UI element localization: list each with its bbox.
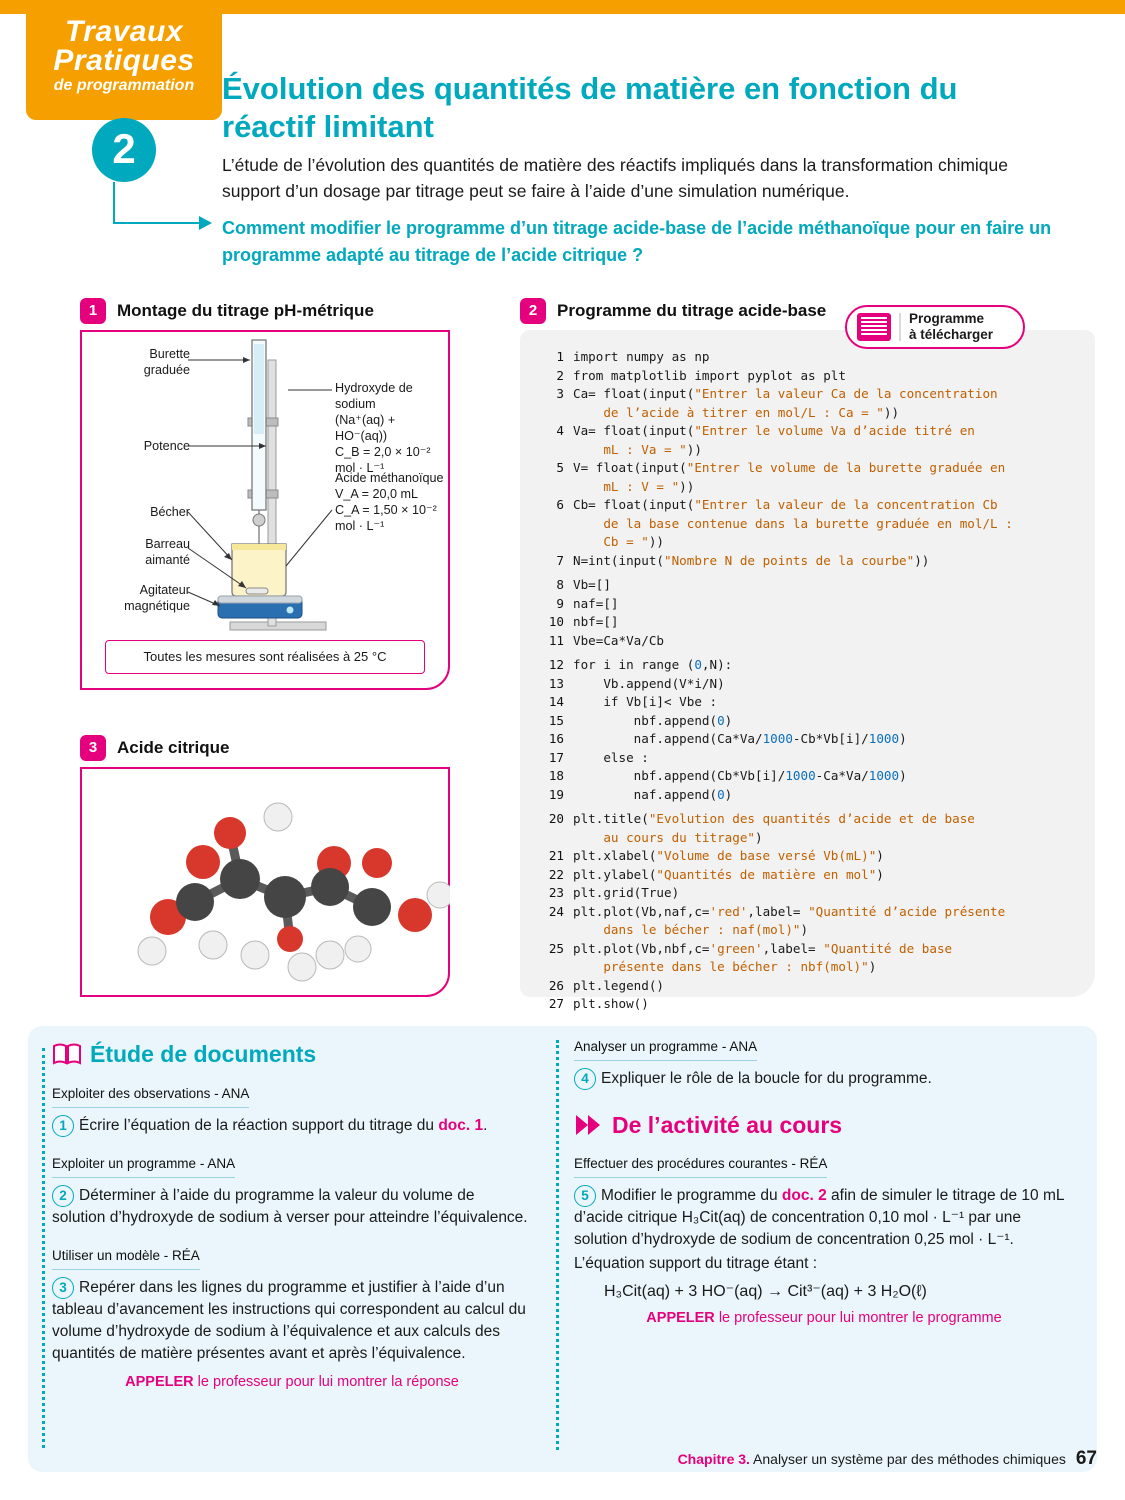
code-line-number: 18	[548, 768, 564, 783]
page-title: Évolution des quantités de matière en fonction du réactif limitant	[222, 71, 958, 144]
code-line	[538, 459, 1083, 478]
code-line-number: 9	[556, 595, 564, 611]
code-line-number: 1	[556, 349, 564, 364]
tp-badge	[26, 0, 222, 120]
code-line-source: naf.append(Ca*Va/1000-Cb*Vb[i]/1000)	[573, 731, 907, 746]
code-line	[538, 675, 1083, 694]
code-line	[538, 730, 1083, 749]
q4-tag: Analyser un programme - ANA	[574, 1036, 757, 1061]
code-line	[538, 847, 1083, 866]
label-sodium-hydroxide: Hydroxyde de sodium (Na⁺(aq) + HO⁻(aq)) C_B = 2,0 × 10⁻² mol · L⁻¹	[335, 381, 431, 475]
measurement-note: Toutes les mesures sont réalisées à 25 °C	[105, 640, 425, 674]
code-line-source: plt.plot(Vb,nbf,c='green',label= "Quantité de base	[573, 940, 953, 956]
q5-equation-intro: L’équation support du titrage étant :	[574, 1255, 818, 1273]
divider	[899, 313, 901, 341]
citric-acid-molecule-figure	[80, 767, 450, 997]
code-line-source: Vbe=Ca*Va/Cb	[573, 632, 664, 648]
code-line-number: 27	[548, 996, 564, 1011]
code-line-number: 23	[548, 885, 564, 900]
activity-panel	[28, 1026, 1097, 1472]
code-line-source: mL : V = "))	[573, 478, 695, 494]
code-line	[538, 533, 1083, 552]
etude-de-documents-section	[52, 1042, 532, 1393]
code-line-number: 8	[556, 577, 564, 592]
code-line	[538, 786, 1083, 805]
code-line-source: nbf.append(0)	[573, 712, 733, 728]
q1-tag: Exploiter des observations - ANA	[52, 1083, 249, 1108]
doc1-title: Montage du titrage pH-métrique	[117, 301, 374, 320]
code-line-number	[538, 441, 564, 460]
doc2-header	[520, 298, 826, 324]
code-line-number: 19	[548, 786, 564, 802]
code-line-source: mL : Va = "))	[573, 441, 702, 457]
code-line-number: 13	[548, 675, 564, 691]
code-line-number	[538, 533, 564, 552]
code-line	[538, 977, 1083, 996]
code-line-number: 2	[556, 367, 564, 383]
code-line-number: 20	[548, 811, 564, 826]
q2-number: 2	[52, 1185, 74, 1207]
question-5: 5 Modifier le programme du doc. 2 afin de simuler le titrage de 10 mL d’acide citrique H₃Cit(aq) de concentration 0,10 mol · L⁻¹ par une solution d’hydroxyde de sodium de concentration 0,25 mol · L⁻¹. L’équation support du titrage étant : H₃Cit(aq) + 3 HO⁻(aq) → Cit³⁻(aq) + 3 H₂O(ℓ)	[574, 1185, 1074, 1303]
code-line	[538, 693, 1083, 712]
download-program-icon	[857, 313, 891, 341]
q3-number: 3	[52, 1277, 74, 1299]
question-3: 3 Repérer dans les lignes du programme et justifier à l’aide d’un tableau d’avancement les instructions qui correspondent au calcul du volume d’hydroxyde de sodium à l’équivalence et aux calculs des quantités de matière présentes avant et après l’équivalence.	[52, 1277, 532, 1365]
code-line	[538, 385, 1083, 404]
code-line	[538, 441, 1083, 460]
code-line-source: naf=[]	[573, 595, 619, 611]
tp-badge-line3: de programmation	[53, 77, 195, 94]
code-line-number	[538, 515, 564, 534]
code-line	[538, 810, 1083, 829]
code-line	[538, 921, 1083, 940]
code-line-source: naf.append(0)	[573, 786, 733, 802]
code-line-number: 14	[548, 694, 564, 709]
page-footer	[0, 1448, 1097, 1470]
code-line-number	[538, 404, 564, 423]
code-line-source: plt.title("Evolution des quantités d’acide et de base	[573, 811, 975, 826]
code-line	[538, 940, 1083, 959]
code-line	[538, 367, 1083, 386]
code-line-source: import numpy as np	[573, 349, 710, 364]
code-line-number	[538, 921, 564, 940]
code-line	[538, 866, 1083, 885]
doc2-title: Programme du titrage acide-base	[557, 301, 827, 320]
code-line-source: de l’acide à titrer en mol/L : Ca = "))	[573, 404, 900, 420]
etude-de-documents-title: Étude de documents	[52, 1042, 532, 1069]
label-becher: Bécher	[150, 505, 190, 519]
doc3-header	[80, 735, 229, 761]
right-column	[574, 1036, 1074, 1329]
code-line-source: Ca= float(input("Entrer la valeur Ca de la concentration	[573, 386, 998, 401]
code-line-source: nbf=[]	[573, 614, 619, 629]
code-line-source: de la base contenue dans la burette graduée en mol/L :	[573, 515, 1013, 531]
q5-number: 5	[574, 1185, 596, 1207]
label-methanoic-acid: Acide méthanoïque V_A = 20,0 mL C_A = 1,50 × 10⁻² mol · L⁻¹	[335, 471, 444, 533]
code-line-number	[538, 958, 564, 977]
code-line-source: dans le bécher : naf(mol)")	[573, 922, 809, 937]
question-2: 2 Déterminer à l’aide du programme la valeur du volume de solution d’hydroxyde de sodium à verser pour atteindre l’équivalence.	[52, 1185, 532, 1229]
code-line-source: Cb= float(input("Entrer la valeur de la concentration Cb	[573, 497, 998, 512]
download-program-label: Programme à télécharger	[909, 311, 994, 342]
doc2-number: 2	[520, 298, 546, 324]
code-line	[538, 552, 1083, 571]
code-line	[538, 767, 1083, 786]
code-line-number: 12	[548, 657, 564, 672]
tp-badge-line1: Travaux	[64, 15, 184, 48]
code-line-source: else :	[573, 749, 649, 765]
code-line-number: 11	[548, 632, 564, 648]
code-line	[538, 656, 1083, 675]
driving-question: Comment modifier le programme d’un titrage acide-base de l’acide méthanoïque pour en faire un programme adapté au titrage de l’acide citrique ?	[222, 218, 1052, 265]
code-line	[538, 958, 1083, 977]
code-line-source: nbf.append(Cb*Vb[i]/1000-Ca*Va/1000)	[573, 768, 907, 783]
code-line-source: plt.xlabel("Volume de base versé Vb(mL)")	[573, 848, 884, 863]
q5-tag: Effectuer des procédures courantes - RÉA	[574, 1153, 827, 1178]
code-line	[538, 595, 1083, 614]
q1-number: 1	[52, 1115, 74, 1137]
label-barreau: Barreau aimanté	[145, 537, 190, 567]
code-line	[538, 348, 1083, 367]
code-line-source: if Vb[i]< Vbe :	[573, 694, 718, 709]
code-line	[538, 632, 1083, 651]
code-line-source: Va= float(input("Entrer le volume Va d’acide titré en	[573, 423, 975, 438]
code-line	[538, 496, 1083, 515]
code-line-source: V= float(input("Entrer le volume de la burette graduée en	[573, 460, 1006, 475]
tp-arrow-head-icon	[199, 216, 212, 230]
q5-equation: H₃Cit(aq) + 3 HO⁻(aq) → Cit³⁻(aq) + 3 H₂O(ℓ)	[604, 1283, 927, 1301]
code-line-number	[538, 478, 564, 497]
code-line-source: N=int(input("Nombre N de points de la courbe"))	[573, 552, 930, 568]
code-line-source: au cours du titrage")	[573, 829, 763, 845]
code-line-number: 17	[548, 749, 564, 765]
doc3-title: Acide citrique	[117, 738, 230, 757]
label-potence: Potence	[143, 439, 190, 453]
q2-tag: Exploiter un programme - ANA	[52, 1153, 235, 1178]
code-line-number: 24	[548, 903, 564, 919]
code-line-source: for i in range (0,N):	[573, 657, 733, 672]
download-program-button[interactable]	[845, 305, 1025, 349]
code-line-number: 16	[548, 731, 564, 746]
q3-appeler: APPELER le professeur pour lui montrer la réponse	[125, 1374, 459, 1391]
code-line-source: plt.plot(Vb,naf,c='red',label= "Quantité d’acide présente	[573, 903, 1006, 919]
code-line	[538, 829, 1083, 848]
doc3-number: 3	[80, 735, 106, 761]
code-line-number: 25	[548, 940, 564, 956]
program-code-block	[538, 348, 1083, 1014]
left-dotted-rule	[42, 1048, 45, 1448]
code-line-source: Cb = "))	[573, 534, 665, 549]
question-4: 4 Expliquer le rôle de la boucle for du programme.	[574, 1068, 1074, 1090]
code-line-number: 7	[556, 552, 564, 568]
code-line	[538, 478, 1083, 497]
code-line-number: 5	[556, 460, 564, 475]
doc1-number: 1	[80, 298, 106, 324]
code-line	[538, 749, 1083, 768]
code-line	[538, 576, 1083, 595]
code-line-source: plt.ylabel("Quantités de matière en mol")	[573, 866, 884, 882]
tp-arrow-bar	[113, 222, 201, 224]
middle-dotted-rule	[556, 1040, 559, 1450]
label-agitateur: Agitateur magnétique	[124, 583, 190, 613]
titration-setup-figure	[80, 330, 450, 690]
tp-arrow-stem	[113, 182, 115, 224]
code-line-source: Vb=[]	[573, 577, 611, 592]
q4-number: 4	[574, 1068, 596, 1090]
code-line-number: 22	[548, 866, 564, 882]
doc1-header	[80, 298, 374, 324]
code-line-number: 4	[556, 423, 564, 438]
code-line-number: 3	[556, 386, 564, 401]
footer-text: Analyser un système par des méthodes chimiques	[749, 1451, 1066, 1467]
footer-chapter: Chapitre 3.	[677, 1451, 750, 1467]
code-line-number: 6	[556, 497, 564, 512]
q5-appeler: APPELER le professeur pour lui montrer le programme	[646, 1310, 1002, 1327]
code-line-source: plt.grid(True)	[573, 885, 680, 900]
label-burette: Burette graduée	[143, 347, 190, 377]
code-line-source: présente dans le bécher : nbf(mol)")	[573, 959, 877, 974]
code-line-number: 15	[548, 712, 564, 728]
book-icon	[52, 1042, 82, 1069]
code-line	[538, 404, 1083, 423]
code-line-source: plt.show()	[573, 996, 649, 1011]
code-line-source: from matplotlib import pyplot as plt	[573, 367, 846, 383]
code-line-number: 26	[548, 977, 564, 993]
code-line	[538, 903, 1083, 922]
page-number: 67	[1075, 1448, 1097, 1469]
tp-number: 2	[92, 118, 156, 182]
code-line	[538, 884, 1083, 903]
code-line	[538, 613, 1083, 632]
code-line-source: plt.legend()	[573, 977, 664, 993]
tp-badge-line2: Pratiques	[53, 44, 195, 77]
intro-text: L’étude de l’évolution des quantités de matière des réactifs impliqués dans la transformation chimique support d’un dosage par titrage peut se faire à l’aide d’une simulation numérique.	[222, 155, 1009, 201]
de-lactivite-au-cours-title: De l’activité au cours	[574, 1114, 1074, 1139]
code-line-number: 21	[548, 848, 564, 863]
double-chevron-icon	[574, 1114, 604, 1139]
code-line-number: 10	[548, 614, 564, 629]
code-line-source: Vb.append(V*i/N)	[573, 675, 725, 691]
question-1: 1 Écrire l’équation de la réaction support du titrage du doc. 1.	[52, 1115, 532, 1137]
code-line	[538, 712, 1083, 731]
code-line	[538, 422, 1083, 441]
code-line	[538, 515, 1083, 534]
code-line	[538, 995, 1083, 1014]
q3-tag: Utiliser un modèle - RÉA	[52, 1245, 200, 1270]
code-line-number	[538, 829, 564, 848]
